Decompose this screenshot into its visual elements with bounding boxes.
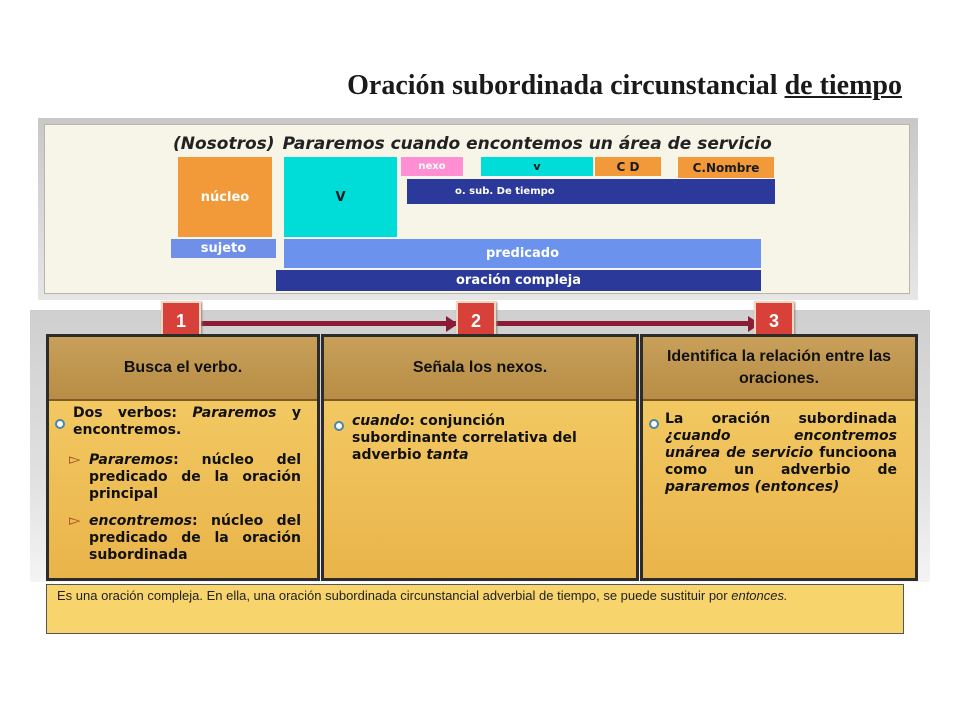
- nucleo-block: núcleo: [178, 157, 272, 237]
- step-1-badge: 1: [161, 301, 201, 341]
- circle-bullet-icon: [649, 419, 659, 429]
- cd-block: C D: [595, 157, 661, 176]
- card-paragraph: Dos verbos: Pararemos y encontremos.: [73, 405, 302, 438]
- circle-bullet-icon: [334, 421, 344, 431]
- card-body: [49, 403, 317, 578]
- card-title: Señala los nexos.: [324, 337, 636, 401]
- card-identifica-relacion: [640, 334, 918, 581]
- card-senala-nexos: [321, 334, 639, 581]
- cnombre-block: C.Nombre: [678, 157, 774, 178]
- triangle-bullet-icon: ▻: [69, 512, 81, 529]
- osub-block: o. sub. De tiempo: [407, 179, 775, 204]
- step-2-badge: 2: [456, 301, 496, 341]
- sub-verb-block: v: [481, 157, 593, 176]
- nexo-block: nexo: [401, 157, 463, 176]
- example-sentence: (Nosotros) Pararemos cuando encontemos un área de servicio: [173, 134, 772, 154]
- card-busca-verbo: [46, 334, 320, 581]
- card-body: [643, 403, 915, 578]
- card-body: [324, 403, 636, 578]
- step-3-badge: 3: [754, 301, 794, 341]
- main-verb-block: V: [284, 157, 397, 237]
- triangle-bullet-icon: ▻: [69, 451, 81, 468]
- oracion-compleja-block: oración compleja: [276, 270, 761, 291]
- card-paragraph: Pararemos: núcleo del predicado de la oración principal: [89, 452, 301, 502]
- circle-bullet-icon: [55, 419, 65, 429]
- card-title: Identifica la relación entre las oraciones.: [643, 337, 915, 401]
- card-title: Busca el verbo.: [49, 337, 317, 401]
- card-paragraph: cuando: conjunción subordinante correlativa del adverbio tanta: [352, 413, 577, 463]
- page-title: Oración subordinada circunstancial de tiempo: [347, 70, 902, 101]
- card-paragraph: encontremos: núcleo del predicado de la oración subordinada: [89, 513, 301, 563]
- card-paragraph: La oración subordinada ¿cuando encontremos unárea de servicio funcioona como un adverbio de pararemos (entonces): [665, 411, 897, 495]
- sujeto-block: sujeto: [171, 239, 276, 258]
- summary-box: Es una oración compleja. En ella, una oración subordinada circunstancial adverbial de tiempo, se puede sustituir por entonces.: [46, 584, 904, 634]
- predicado-block: predicado: [284, 239, 761, 268]
